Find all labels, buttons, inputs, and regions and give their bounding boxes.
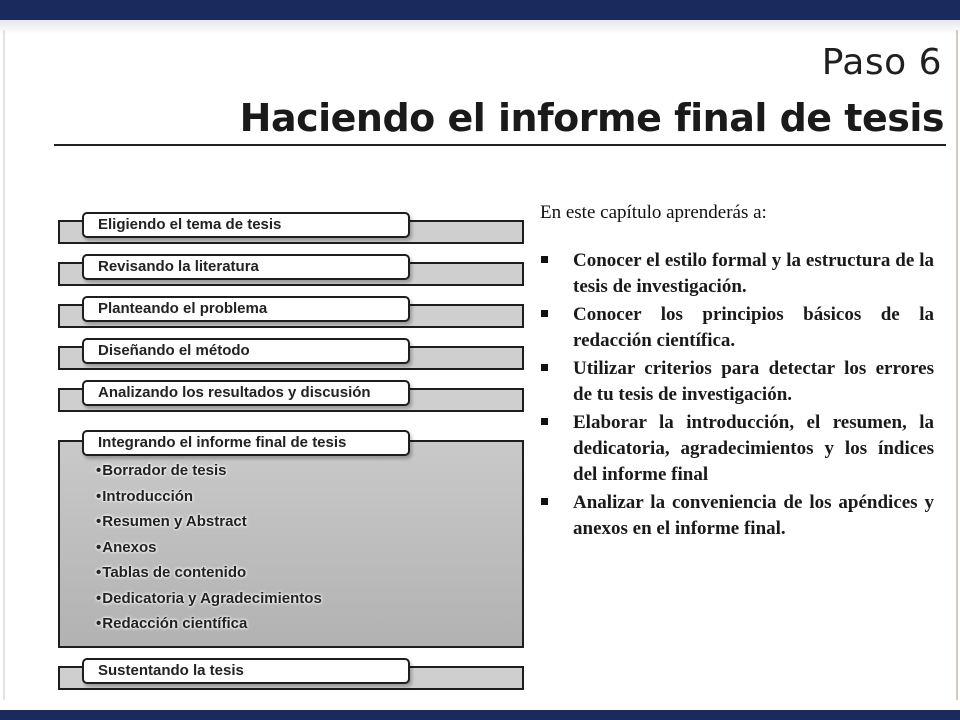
- objectives-intro: En este capítulo aprenderás a:: [540, 202, 767, 223]
- title-underline: [54, 144, 946, 146]
- step-label: Sustentando la tesis: [82, 658, 410, 684]
- list-item: • Anexos: [96, 537, 322, 563]
- objective-item: [540, 356, 934, 408]
- step-label: Diseñando el método: [82, 338, 410, 364]
- step-row-sustentando: [58, 662, 524, 690]
- page-title: Haciendo el informe final de tesis: [239, 96, 944, 140]
- objective-text: Conocer los principios básicos de la redacción científica.: [573, 304, 934, 351]
- step-row-disenando: [58, 342, 524, 370]
- objective-item: [540, 248, 934, 300]
- square-bullet-icon: [541, 418, 548, 425]
- step-label: Eligiendo el tema de tesis: [82, 212, 410, 238]
- square-bullet-icon: [541, 310, 548, 317]
- square-bullet-icon: [541, 498, 548, 505]
- objective-item: [540, 490, 934, 542]
- list-item: • Redacción científica: [96, 613, 322, 639]
- square-bullet-icon: [541, 256, 548, 263]
- step-row-planteando: [58, 300, 524, 328]
- step-label: Integrando el informe final de tesis: [82, 430, 410, 456]
- objectives-list: [540, 248, 934, 544]
- step-label: Analizando los resultados y discusión: [82, 380, 410, 406]
- list-item: • Borrador de tesis: [96, 460, 322, 486]
- list-item: • Tablas de contenido: [96, 562, 322, 588]
- step-label: Planteando el problema: [82, 296, 410, 322]
- objective-text: Utilizar criterios para detectar los errores de tu tesis de investigación.: [573, 358, 934, 405]
- right-divider: [956, 30, 958, 700]
- left-divider: [3, 30, 5, 700]
- objective-item: [540, 302, 934, 354]
- step-number: Paso 6: [821, 42, 942, 83]
- step-row-integrando-active: [58, 434, 524, 648]
- active-step-subitems: [96, 460, 322, 639]
- list-item: • Dedicatoria y Agradecimientos: [96, 588, 322, 614]
- objective-text: Conocer el estilo formal y la estructura de la tesis de investigación.: [573, 250, 934, 297]
- steps-diagram: [58, 198, 524, 698]
- objective-text: Analizar la conveniencia de los apéndices y anexos en el informe final.: [573, 492, 934, 539]
- list-item: • Introducción: [96, 486, 322, 512]
- step-row-eligiendo: [58, 216, 524, 244]
- slide: [0, 20, 960, 710]
- step-row-analizando: [58, 384, 524, 412]
- objective-item: [540, 410, 934, 488]
- square-bullet-icon: [541, 364, 548, 371]
- objective-text: Elaborar la introducción, el resumen, la dedicatoria, agradecimientos y los índices del informe final: [573, 412, 934, 485]
- step-label: Revisando la literatura: [82, 254, 410, 280]
- list-item: • Resumen y Abstract: [96, 511, 322, 537]
- slide-top-edge: [0, 20, 960, 34]
- step-row-revisando: [58, 258, 524, 286]
